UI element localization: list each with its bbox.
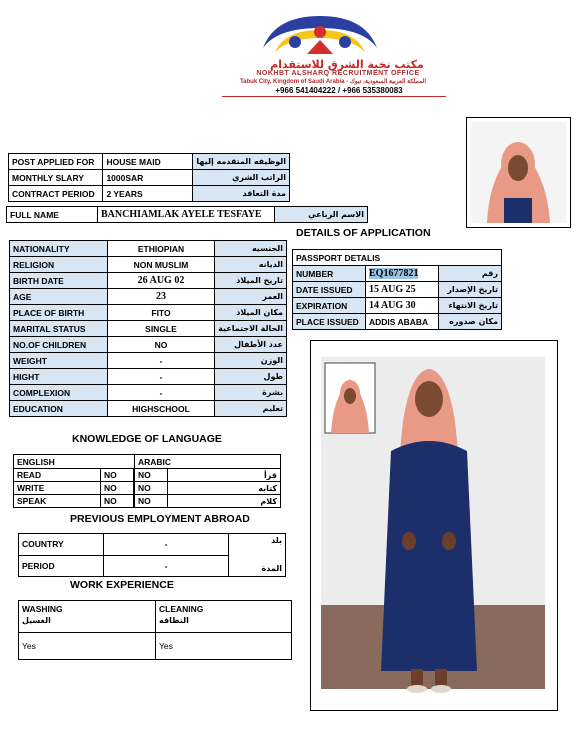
education-label-ar: تعليم bbox=[215, 401, 287, 417]
period-value: - bbox=[104, 555, 229, 577]
table-row bbox=[10, 369, 287, 385]
employment-labels-ar bbox=[229, 534, 286, 577]
contract-label-ar: مدة التعاقد bbox=[193, 186, 290, 202]
passport-issued-label-ar: تاريخ الإصدار bbox=[439, 282, 502, 298]
birth-place-label: PLACE OF BIRTH bbox=[10, 305, 108, 321]
table-row bbox=[14, 482, 281, 495]
write-english: NO bbox=[101, 482, 134, 495]
salary-value: 1000SAR bbox=[103, 170, 193, 186]
table-row bbox=[10, 337, 287, 353]
write-label: WRITE bbox=[14, 482, 101, 495]
full-name-value: BANCHIAMLAK AYELE TESFAYE bbox=[98, 207, 275, 223]
country-label-ar: بلد bbox=[271, 536, 282, 545]
table-row bbox=[10, 321, 287, 337]
cleaning-cell bbox=[156, 601, 292, 633]
read-label: READ bbox=[14, 469, 101, 482]
write-arabic: NO bbox=[135, 482, 168, 495]
read-arabic: NO bbox=[135, 469, 168, 482]
work-title: WORK EXPERIENCE bbox=[70, 579, 174, 591]
contract-value: 2 YEARS bbox=[103, 186, 193, 202]
washing-value: Yes bbox=[19, 633, 156, 660]
cleaning-label-ar: النظافه bbox=[159, 616, 189, 625]
office-address: Tabuk City, Kingdom of Saudi Arabia - المملكة العربية السعودية، تبوك bbox=[239, 79, 427, 85]
table-row bbox=[293, 314, 502, 330]
period-label: PERIOD bbox=[19, 555, 104, 577]
post-label-ar: الوظيفه المتقدمه إليها bbox=[193, 154, 290, 170]
birth-date-label: BIRTH DATE bbox=[10, 273, 108, 289]
nationality-value: ETHIOPIAN bbox=[107, 241, 214, 257]
speak-label-ar: كلام bbox=[168, 495, 281, 508]
passport-expiry-label-ar: تاريخ الانتهاء bbox=[439, 298, 502, 314]
birth-date-label-ar: تاريخ الميلاد bbox=[215, 273, 287, 289]
speak-label: SPEAK bbox=[14, 495, 101, 508]
language-english-header: ENGLISH bbox=[14, 455, 135, 469]
religion-value: NON MUSLIM bbox=[107, 257, 214, 273]
table-row bbox=[10, 353, 287, 369]
table-row bbox=[9, 154, 290, 170]
salary-label: MONTHLY SLARY bbox=[9, 170, 103, 186]
work-table bbox=[18, 600, 292, 660]
birth-place-value: FITO bbox=[107, 305, 214, 321]
table-row bbox=[10, 241, 287, 257]
passport-number-value: EQ1677821 bbox=[369, 267, 419, 279]
table-row bbox=[293, 298, 502, 314]
portrait-drawing bbox=[467, 118, 570, 227]
office-logo bbox=[255, 8, 385, 62]
table-row bbox=[293, 282, 502, 298]
table-row bbox=[19, 633, 292, 660]
full-name-label-ar: الاسم الرباعي bbox=[275, 207, 368, 223]
birth-date-value: 26 AUG 02 bbox=[107, 273, 214, 289]
passport-title: PASSPORT DETALIS bbox=[293, 250, 502, 266]
passport-number-label: NUMBER bbox=[293, 266, 366, 282]
details-title: DETAILS OF APPLICATION bbox=[296, 227, 431, 239]
full-body-drawing bbox=[311, 341, 557, 710]
washing-cell bbox=[19, 601, 156, 633]
office-phone: +966 541404222 / +966 535380083 bbox=[275, 86, 403, 95]
nationality-label-ar: الجنسيه bbox=[215, 241, 287, 257]
read-label-ar: قرأ bbox=[168, 469, 281, 482]
birth-place-label-ar: مكان الميلاد bbox=[215, 305, 287, 321]
post-label: POST APPLIED FOR bbox=[9, 154, 103, 170]
table-row bbox=[10, 305, 287, 321]
table-row bbox=[10, 385, 287, 401]
employment-title: PREVIOUS EMPLOYMENT ABROAD bbox=[70, 513, 250, 525]
contract-label: CONTRACT PERIOD bbox=[9, 186, 103, 202]
age-value: 23 bbox=[107, 289, 214, 305]
speak-arabic: NO bbox=[135, 495, 168, 508]
education-value: HIGHSCHOOL bbox=[107, 401, 214, 417]
employment-table bbox=[18, 533, 286, 577]
table-row bbox=[10, 273, 287, 289]
write-label-ar: كتابه bbox=[168, 482, 281, 495]
country-value: - bbox=[104, 534, 229, 556]
marital-value: SINGLE bbox=[107, 321, 214, 337]
marital-label: MARITAL STATUS bbox=[10, 321, 108, 337]
religion-label-ar: الديانه bbox=[215, 257, 287, 273]
table-row bbox=[10, 401, 287, 417]
washing-label-ar: الغسيل bbox=[22, 616, 51, 625]
passport-expiry-label: EXPIRATION bbox=[293, 298, 366, 314]
salary-label-ar: الراتب الشري bbox=[193, 170, 290, 186]
age-label-ar: العمر bbox=[215, 289, 287, 305]
header-divider bbox=[222, 96, 446, 97]
table-row bbox=[9, 170, 290, 186]
passport-place-label-ar: مكان صدوره bbox=[439, 314, 502, 330]
period-label-ar: المدة bbox=[261, 564, 282, 573]
children-value: NO bbox=[107, 337, 214, 353]
post-table bbox=[8, 153, 290, 202]
table-row bbox=[293, 250, 502, 266]
weight-label-ar: الوزن bbox=[215, 353, 287, 369]
table-row bbox=[14, 455, 281, 469]
weight-label: WEIGHT bbox=[10, 353, 108, 369]
table-row bbox=[7, 207, 368, 223]
table-row bbox=[9, 186, 290, 202]
language-table bbox=[13, 454, 281, 508]
children-label: NO.OF CHILDREN bbox=[10, 337, 108, 353]
speak-english: NO bbox=[101, 495, 134, 508]
personal-table bbox=[9, 240, 287, 417]
table-row bbox=[10, 257, 287, 273]
height-label-ar: طول bbox=[215, 369, 287, 385]
cleaning-label: CLEANING bbox=[159, 604, 204, 614]
complexion-value: - bbox=[107, 385, 214, 401]
complexion-label-ar: بشرة bbox=[215, 385, 287, 401]
height-value: - bbox=[107, 369, 214, 385]
table-row bbox=[14, 495, 281, 508]
full-body-photo bbox=[310, 340, 558, 711]
full-name-table bbox=[6, 206, 368, 223]
nationality-label: NATIONALITY bbox=[10, 241, 108, 257]
post-value: HOUSE MAID bbox=[103, 154, 193, 170]
country-label: COUNTRY bbox=[19, 534, 104, 556]
cleaning-value: Yes bbox=[156, 633, 292, 660]
table-row bbox=[19, 601, 292, 633]
education-label: EDUCATION bbox=[10, 401, 108, 417]
language-title: KNOWLEDGE OF LANGUAGE bbox=[72, 433, 222, 445]
portrait-photo bbox=[466, 117, 571, 228]
read-english: NO bbox=[101, 469, 134, 482]
height-label: HIGHT bbox=[10, 369, 108, 385]
passport-issued-value: 15 AUG 25 bbox=[366, 282, 439, 298]
office-name-arabic: مكتب نخبة الشرق للاستقدام bbox=[270, 58, 424, 71]
complexion-label: COMPLEXION bbox=[10, 385, 108, 401]
passport-number-label-ar: رقم bbox=[439, 266, 502, 282]
age-label: AGE bbox=[10, 289, 108, 305]
passport-place-label: PLACE ISSUED bbox=[293, 314, 366, 330]
office-name-english: NOKHBT ALSHARQ RECRUITMENT OFFICE bbox=[256, 70, 420, 77]
passport-expiry-value: 14 AUG 30 bbox=[366, 298, 439, 314]
table-row bbox=[293, 266, 502, 282]
language-arabic-header: ARABIC bbox=[135, 455, 281, 469]
children-label-ar: عدد الأطفال bbox=[215, 337, 287, 353]
religion-label: RELIGION bbox=[10, 257, 108, 273]
table-row bbox=[10, 289, 287, 305]
table-row bbox=[14, 469, 281, 482]
weight-value: - bbox=[107, 353, 214, 369]
washing-label: WASHING bbox=[22, 604, 63, 614]
full-name-label: FULL NAME bbox=[7, 207, 98, 223]
passport-issued-label: DATE ISSUED bbox=[293, 282, 366, 298]
passport-table bbox=[292, 249, 502, 330]
passport-place-value: ADDIS ABABA bbox=[366, 314, 439, 330]
table-row bbox=[19, 534, 286, 556]
marital-label-ar: الحالة الاجتماعية bbox=[215, 321, 287, 337]
